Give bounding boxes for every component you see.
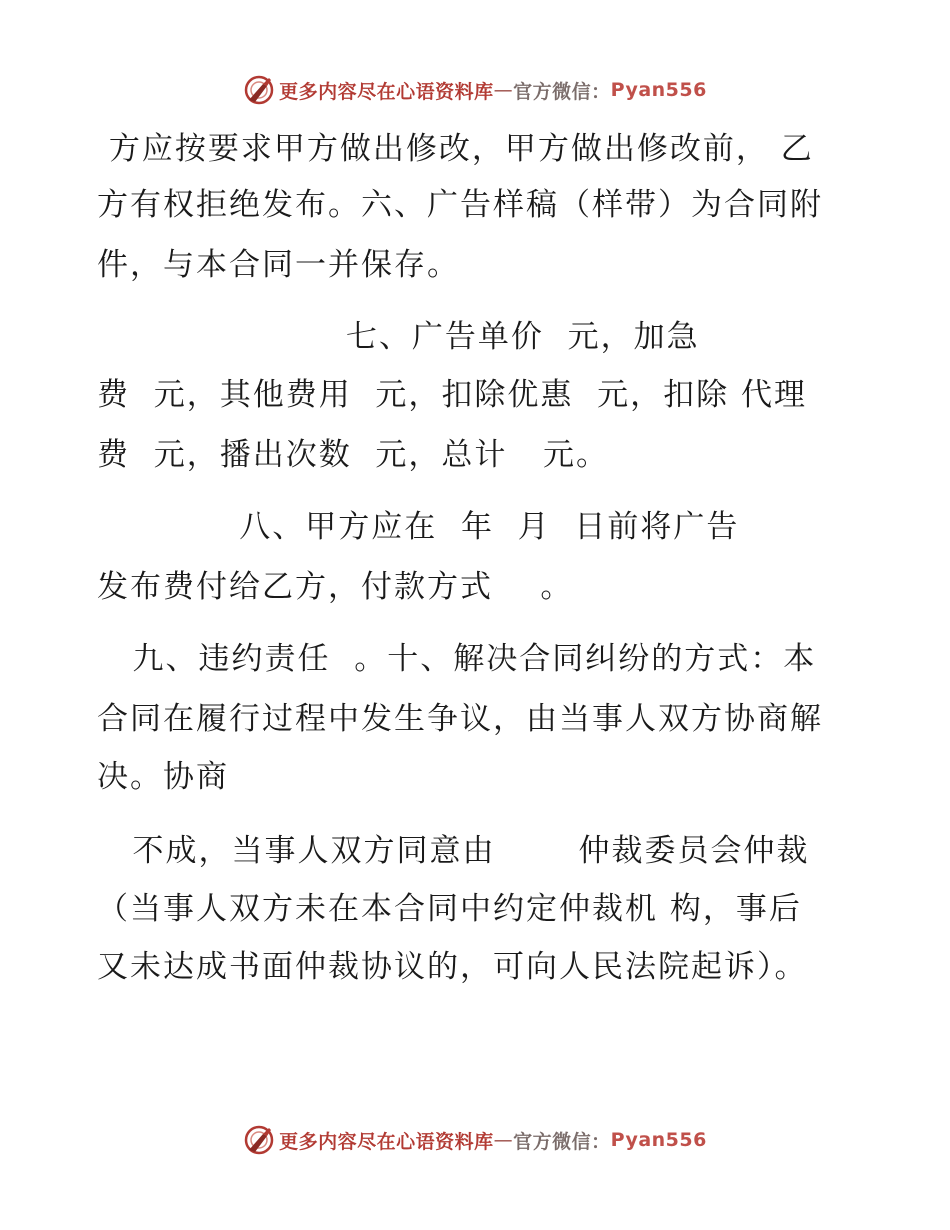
body-line: 合同在履行过程中发生争议，由当事人双方协商解 <box>97 701 823 737</box>
footer-watermark-banner <box>0 1120 950 1160</box>
banner-wechat-label: 官方微信： <box>513 1130 611 1153</box>
body-line: 又未达成书面仲裁协议的，可向人民法院起诉）。 <box>97 949 808 985</box>
body-line: 方有权拒绝发布。六、广告样稿（样带）为合同附 <box>97 187 823 223</box>
pen-seal-logo-icon <box>243 74 275 106</box>
banner-brand-text: 更多内容尽在心语资料库 <box>279 1130 494 1153</box>
pen-seal-logo-icon <box>243 1124 275 1156</box>
banner-brand-text: 更多内容尽在心语资料库 <box>279 80 494 103</box>
body-line: 方应按要求甲方做出修改，甲方做出修改前， 乙 <box>97 131 814 167</box>
banner-wechat-id: Pyan556 <box>610 1129 707 1151</box>
body-line: 九、违约责任 。十、解决合同纠纷的方式：本 <box>97 641 817 677</box>
body-line: 费 元，播出次数 元，总计 元。 <box>97 437 609 473</box>
body-line: 件，与本合同一并保存。 <box>97 247 460 283</box>
body-line: 八、甲方应在 年 月 日前将广告 <box>97 509 740 545</box>
body-line: （当事人双方未在本合同中约定仲裁机 构，事后 <box>97 891 802 927</box>
body-line: 不成，当事人双方同意由 仲裁委员会仲裁 <box>97 833 810 869</box>
body-line: 发布费付给乙方，付款方式 。 <box>97 569 574 605</box>
header-watermark-banner <box>0 70 950 110</box>
body-line: 费 元，其他费用 元，扣除优惠 元，扣除 代理 <box>97 377 807 413</box>
banner-wechat-label: 官方微信： <box>513 80 611 103</box>
banner-wechat-id: Pyan556 <box>610 79 707 101</box>
body-line: 决。协商 <box>97 759 229 795</box>
body-line: 七、广告单价 元，加急 <box>97 319 700 355</box>
banner-dash: — <box>493 79 514 101</box>
banner-dash: — <box>493 1129 514 1151</box>
